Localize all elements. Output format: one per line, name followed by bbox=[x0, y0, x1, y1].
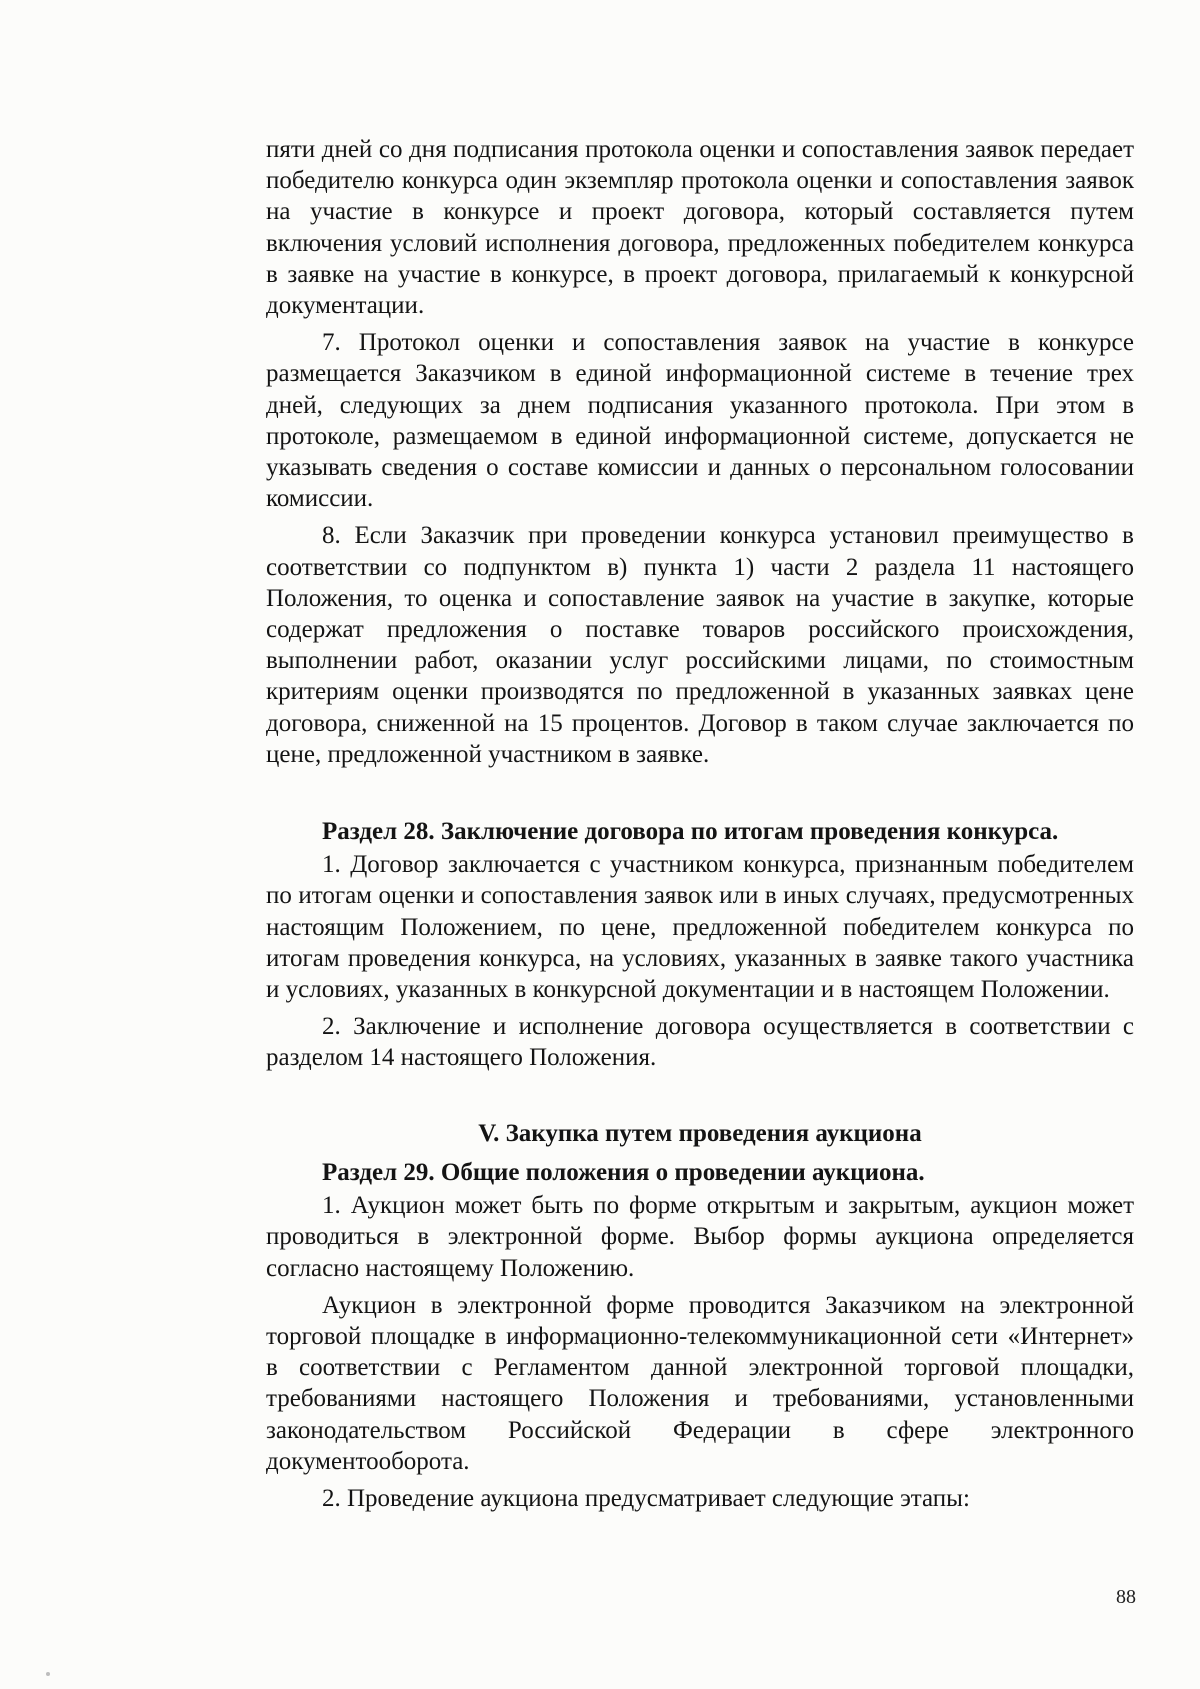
paragraph-continuation: пяти дней со дня подписания протокола оценки и сопоставления заявок передает победителю конкурса один экземпляр протокола оценки и сопоставления заявок на участие в конкурсе и проект договора, который составляется путем включения условий исполнения договора, предложенных победителем конкурса в заявке на участие в конкурсе, в проект договора, прилагаемый к конкурсной документации. bbox=[266, 136, 1134, 320]
section-28-heading: Раздел 28. Заключение договора по итогам проведения конкурса. bbox=[322, 818, 1059, 846]
chapter-5-heading: V. Закупка путем проведения аукциона bbox=[478, 1119, 922, 1147]
scan-artifact bbox=[46, 1672, 50, 1676]
section-29-paragraph-2: 2. Проведение аукциона предусматривает следующие этапы: bbox=[322, 1484, 970, 1512]
paragraph-item-8: 8. Если Заказчик при проведении конкурса установил преимущество в соответствии со подпунктом в) пункта 1) части 2 раздела 11 настоящего Положения, то оценка и сопоставление заявок на участие в закупке, которые содержат предложения о поставке товаров российского происхождения, выполнении работ, оказании услуг российскими лицами, по стоимостным критериям оценки производятся по предложенной в указанных заявках цене договора, сниженной на 15 процентов. Договор в таком случае заключается по цене, предложенной участником в заявке. bbox=[266, 522, 1134, 768]
spacer bbox=[266, 776, 1134, 816]
paragraph-item-7: 7. Протокол оценки и сопоставления заявок на участие в конкурсе размещается Заказчиком в единой информационной системе в течение трех дней, следующих за днем подписания указанного протокола. При этом в протоколе, размещаемом в единой информационной системе, допускается не указывать сведения о составе комиссии и данных о персональном голосовании комиссии. bbox=[266, 329, 1134, 513]
section-29-heading: Раздел 29. Общие положения о проведении аукциона. bbox=[322, 1158, 925, 1186]
spacer bbox=[266, 1080, 1134, 1118]
section-28-paragraph-1: 1. Договор заключается с участником конкурса, признанным победителем по итогам оценки и сопоставления заявок или в иных случаях, предусмотренных настоящим Положением, по цене, предложенной победителем конкурса по итогам проведения конкурса, на условиях, указанных в заявке такого участника и условиях, указанных в конкурсной документации и в настоящем Положении. bbox=[266, 851, 1134, 1004]
section-28-paragraph-2: 2. Заключение и исполнение договора осуществляется в соответствии с разделом 14 настоящего Положения. bbox=[266, 1013, 1134, 1072]
page-number: 88 bbox=[1116, 1586, 1136, 1608]
section-29-paragraph-electronic: Аукцион в электронной форме проводится Заказчиком на электронной торговой площадке в информационно-телекоммуникационной сети «Интернет» в соответствии с Регламентом данной электронной торговой площадки, требованиями настоящего Положения и требованиями, установленными законодательством Российской Федерации в сфере электронного документооборота. bbox=[266, 1291, 1134, 1475]
document-body bbox=[266, 134, 1134, 1520]
section-29-paragraph-1: 1. Аукцион может быть по форме открытым и закрытым, аукцион может проводиться в электронной форме. Выбор формы аукциона определяется согласно настоящему Положению. bbox=[266, 1192, 1134, 1282]
